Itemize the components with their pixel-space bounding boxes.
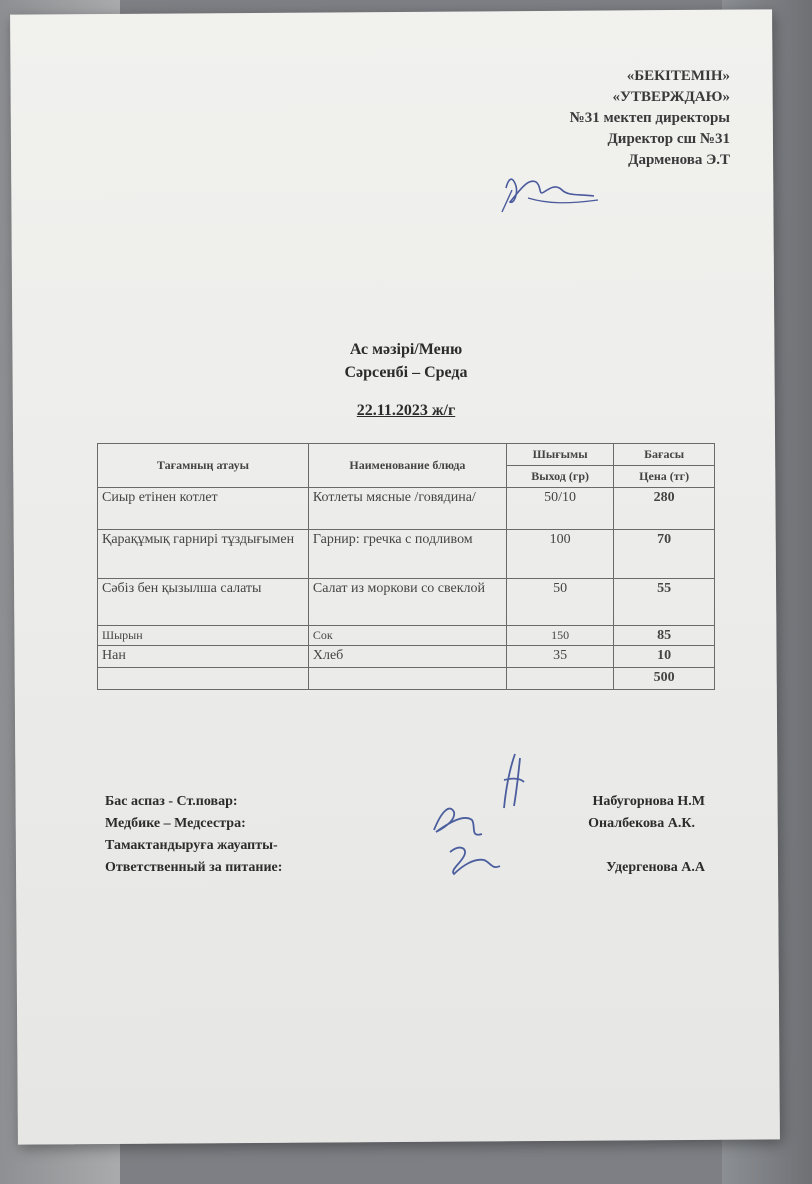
table-header-row: [98, 444, 715, 466]
table-row: [98, 530, 715, 579]
empty-cell: [98, 668, 309, 690]
approval-line-kz: «БЕКІТЕМІН»: [626, 68, 730, 84]
dish-yield: 50: [506, 579, 613, 626]
header-yield-kz: Шығымы: [506, 444, 613, 466]
dish-price: 70: [614, 530, 715, 579]
director-signature: [498, 160, 608, 220]
signature-block: [105, 791, 705, 879]
dish-name-kz: Нан: [98, 646, 309, 668]
approval-director: Директор сш №31: [607, 131, 730, 147]
dish-name-kz: Қарақұмық гарнирі тұздығымен: [98, 530, 309, 579]
header-price-ru: Цена (тг): [614, 466, 715, 488]
empty-cell: [308, 668, 506, 690]
header-price-kz: Бағасы: [614, 444, 715, 466]
responsible-row-1: [105, 835, 705, 857]
table-row: [98, 579, 715, 626]
approval-school: №31 мектеп директоры: [569, 110, 730, 126]
total-price: 500: [614, 668, 715, 690]
dish-yield: 35: [506, 646, 613, 668]
dish-yield: 150: [506, 626, 613, 646]
menu-day: Сәрсенбі – Среда: [344, 364, 468, 381]
responsible-label-ru: Ответственный за питание:: [105, 860, 283, 875]
header-name-ru: Наименование блюда: [308, 444, 506, 488]
dish-price: 55: [614, 579, 715, 626]
dish-name-ru: Котлеты мясные /говядина/: [308, 488, 506, 530]
table-row: [98, 488, 715, 530]
dish-yield: 100: [506, 530, 613, 579]
menu-date: 22.11.2023 ж/г: [356, 402, 456, 419]
nurse-label: Медбике – Медсестра:: [105, 816, 246, 831]
chef-name: Набугорнова Н.М: [592, 794, 705, 809]
dish-price: 85: [614, 626, 715, 646]
responsible-name: Удергенова А.А: [606, 860, 705, 875]
menu-title-block: [0, 338, 812, 422]
header-name-kz: Тағамның атауы: [98, 444, 309, 488]
approval-line-ru: «УТВЕРЖДАЮ»: [612, 89, 730, 105]
dish-name-kz: Шырын: [98, 626, 309, 646]
dish-name-kz: Сиыр етінен котлет: [98, 488, 309, 530]
chef-row: [105, 791, 705, 813]
approval-block: [570, 66, 730, 171]
header-yield-ru: Выход (гр): [506, 466, 613, 488]
dish-name-ru: Сок: [308, 626, 506, 646]
menu-table: [97, 443, 715, 690]
menu-title: Ас мәзірі/Меню: [349, 341, 463, 358]
table-total-row: [98, 668, 715, 690]
dish-name-ru: Салат из моркови со свеклой: [308, 579, 506, 626]
dish-yield: 50/10: [506, 488, 613, 530]
empty-cell: [506, 668, 613, 690]
dish-name-kz: Сәбіз бен қызылша салаты: [98, 579, 309, 626]
chef-label: Бас аспаз - Ст.повар:: [105, 794, 238, 809]
dish-name-ru: Гарнир: гречка с подливом: [308, 530, 506, 579]
dish-price: 280: [614, 488, 715, 530]
table-row: [98, 646, 715, 668]
dish-price: 10: [614, 646, 715, 668]
table-row: [98, 626, 715, 646]
dish-name-ru: Хлеб: [308, 646, 506, 668]
responsible-label-kz: Тамактандыруға жауапты-: [105, 838, 278, 853]
nurse-row: [105, 813, 705, 835]
nurse-name: Оналбекова А.К.: [588, 816, 695, 831]
approval-director-name: Дарменова Э.Т: [628, 152, 730, 168]
responsible-row-2: [105, 857, 705, 879]
